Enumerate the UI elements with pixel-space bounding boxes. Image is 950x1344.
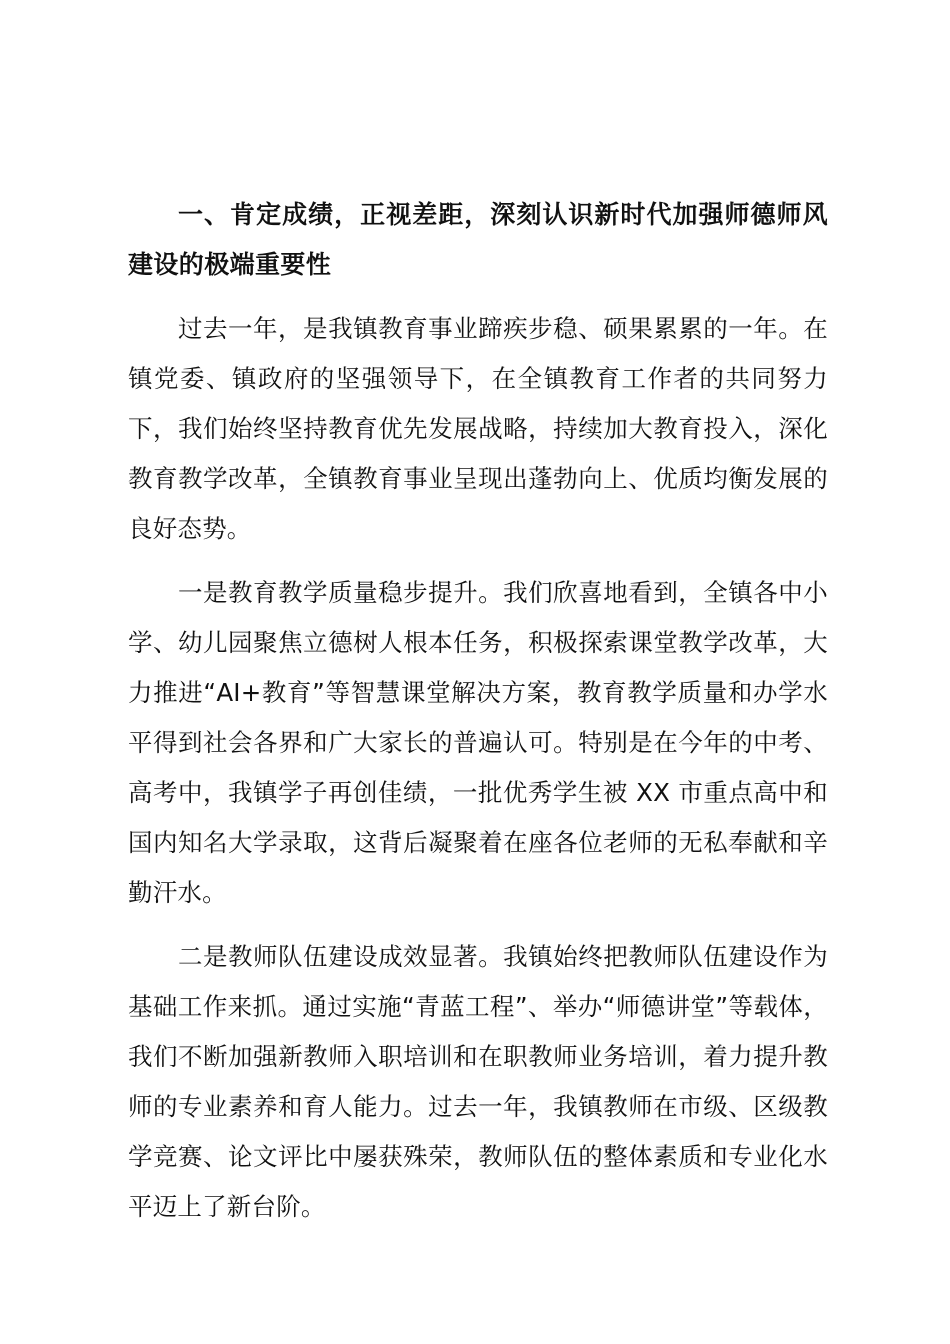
paragraph-overview: 过去一年，是我镇教育事业蹄疾步稳、硕果累累的一年。在镇党委、镇政府的坚强领导下，在全镇教育工作者的共同努力下，我们始终坚持教育优先发展战略，持续加大教育投入，深化教育教学改革，全镇教育事业呈现出蓬勃向上、优质均衡发展的良好态势。 xyxy=(128,314,828,543)
document-body xyxy=(128,190,828,1246)
section-heading: 一、肯定成绩，正视差距，深刻认识新时代加强师德师风建设的极端重要性 xyxy=(128,200,828,279)
paragraph-teacher-team: 二是教师队伍建设成效显著。我镇始终把教师队伍建设作为基础工作来抓。通过实施“青蓝工程”、举办“师德讲堂”等载体，我们不断加强新教师入职培训和在职教师业务培训，着力提升教师的专业素养和育人能力。过去一年，我镇教师在市级、区级教学竞赛、论文评比中屡获殊荣，教师队伍的整体素质和专业化水平迈上了新台阶。 xyxy=(128,942,828,1221)
paragraph-teaching-quality: 一是教育教学质量稳步提升。我们欣喜地看到，全镇各中小学、幼儿园聚焦立德树人根本任务，积极探索课堂教学改革，大力推进“AI+教育”等智慧课堂解决方案，教育教学质量和办学水平得到社会各界和广大家长的普遍认可。特别是在今年的中考、高考中，我镇学子再创佳绩，一批优秀学生被 XX 市重点高中和国内知名大学录取，这背后凝聚着在座各位老师的无私奉献和辛勤汗水。 xyxy=(128,578,828,907)
